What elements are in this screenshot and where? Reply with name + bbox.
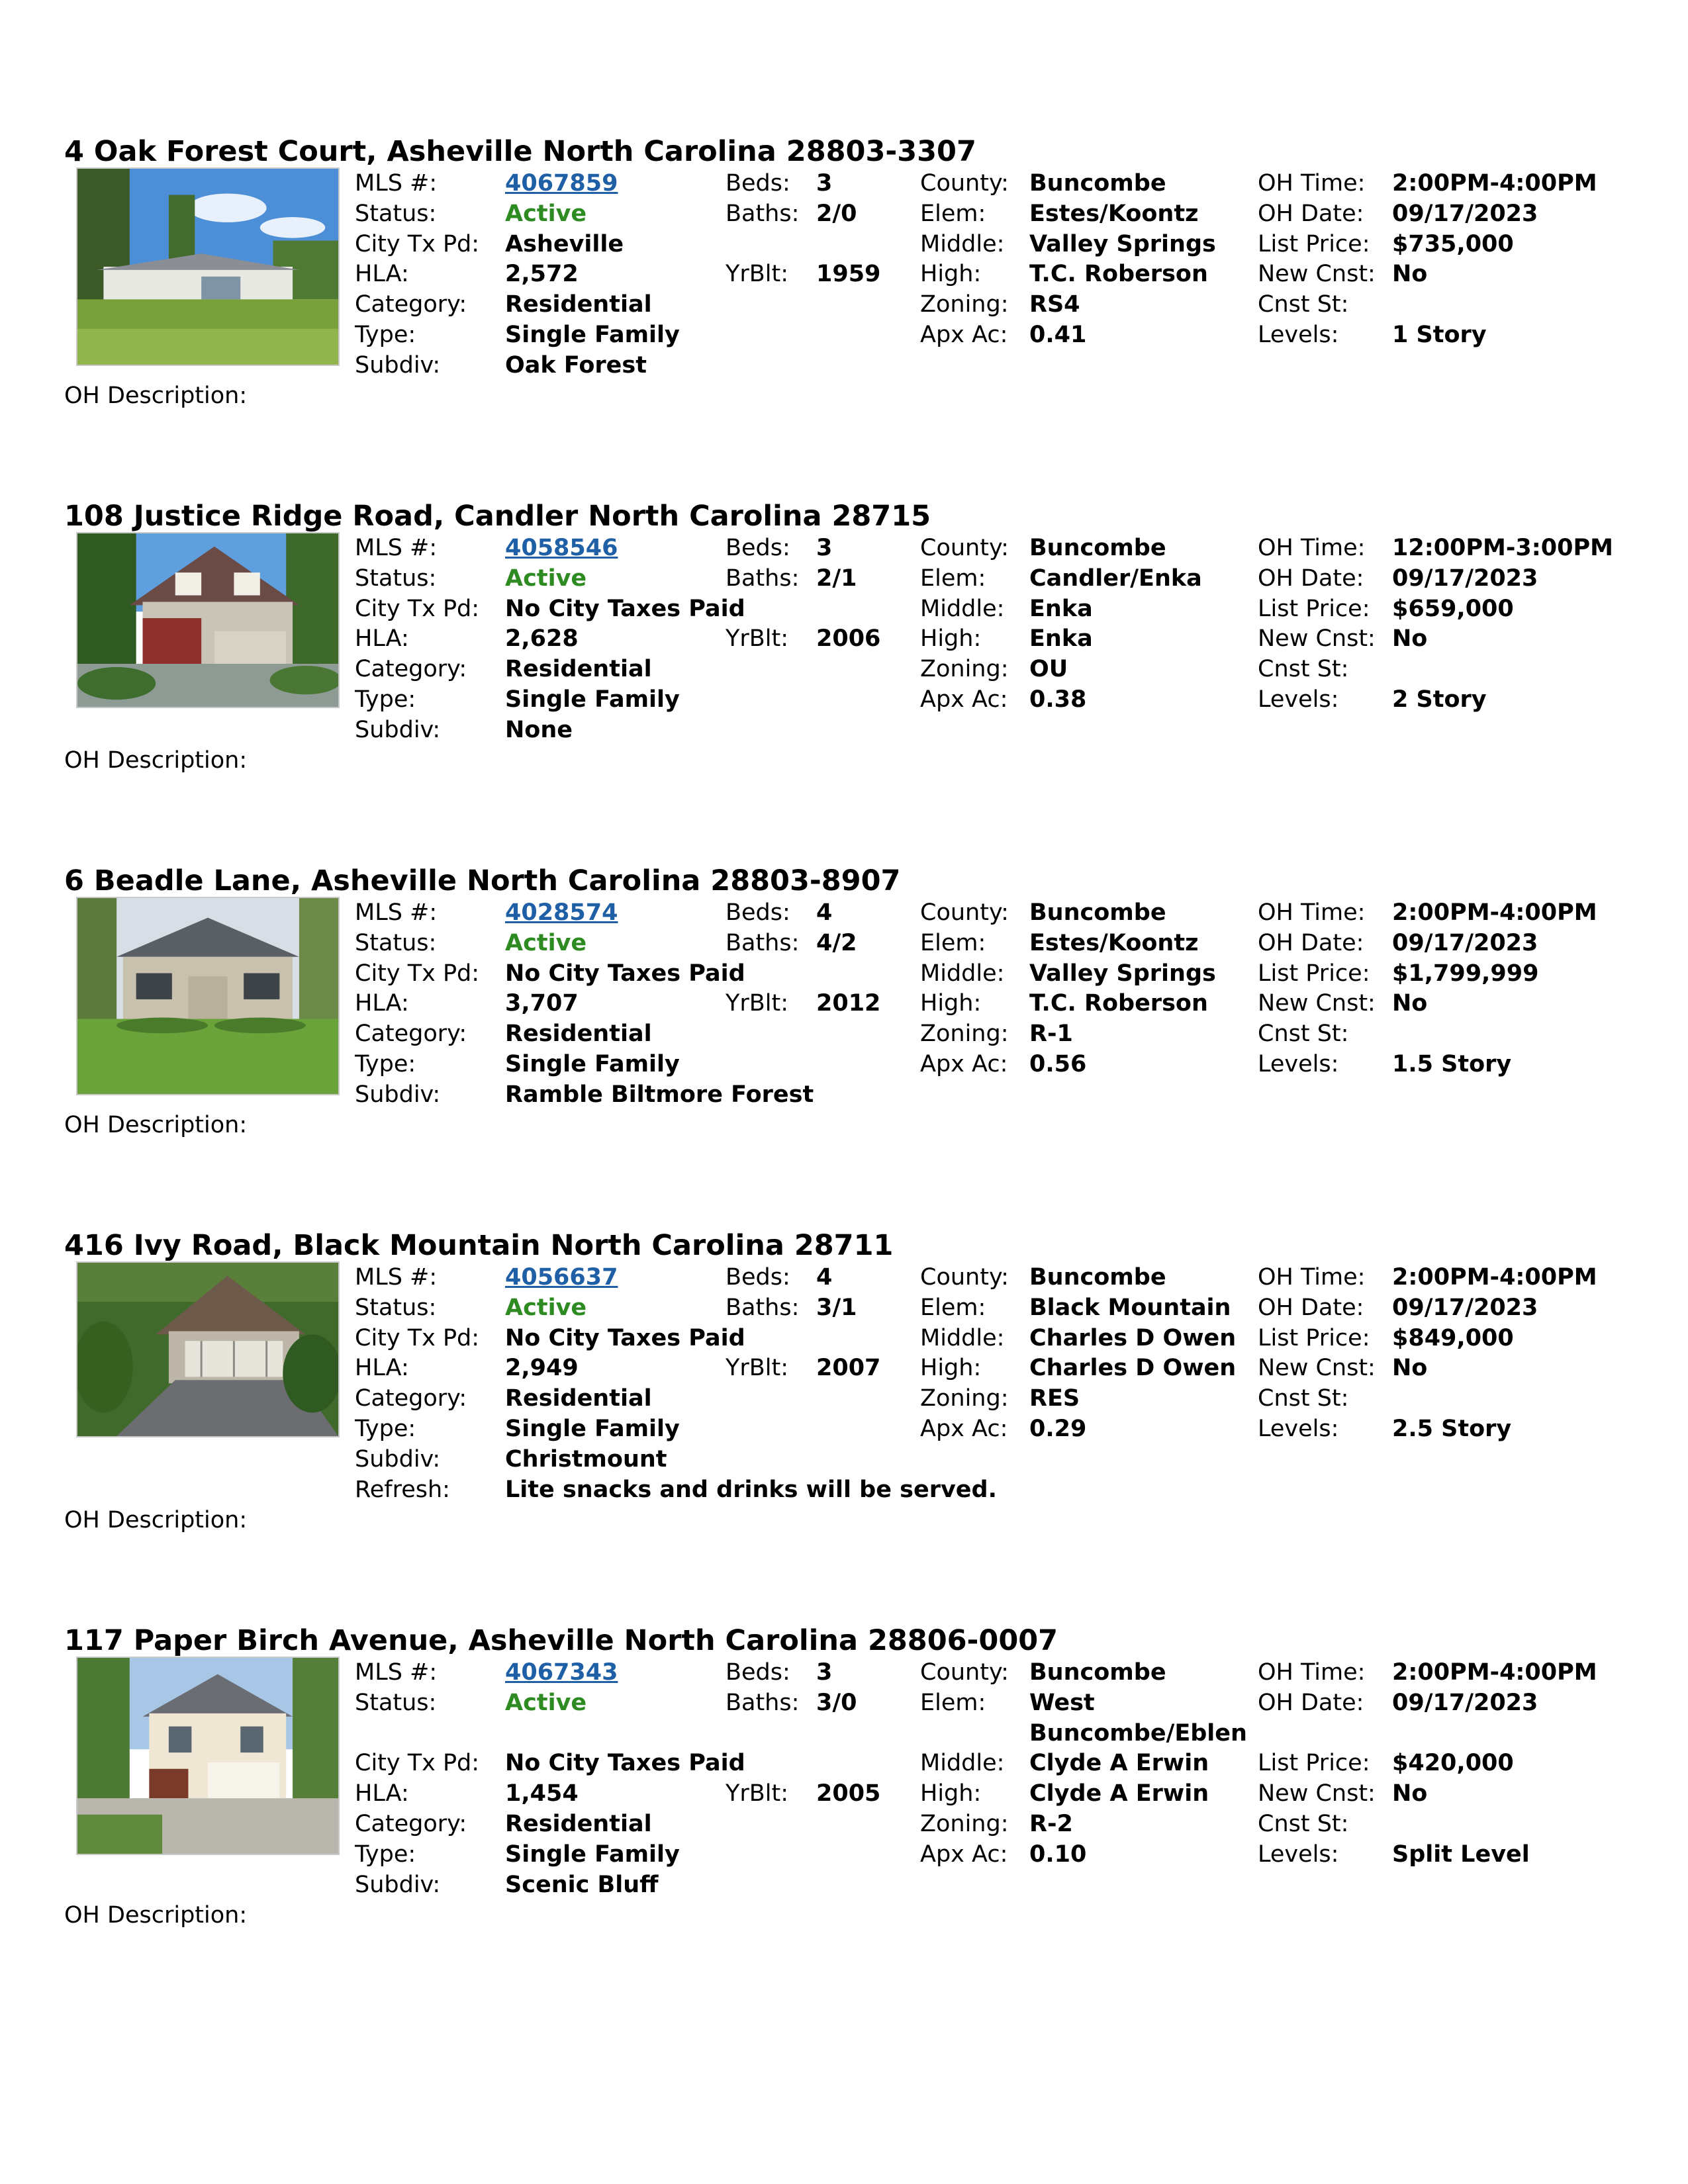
oh-date-value: 09/17/2023	[1392, 930, 1538, 956]
list-price-value: $849,000	[1392, 1325, 1514, 1351]
oh-description-label: OH Description:	[64, 1507, 248, 1533]
high-label: High:	[920, 261, 982, 287]
subdiv-value: Scenic Bluff	[505, 1872, 659, 1898]
list-price-label: List Price:	[1258, 231, 1370, 257]
oh-date-label: OH Date:	[1258, 201, 1364, 227]
subdiv-label: Subdiv:	[355, 1872, 441, 1898]
beds-value: 3	[816, 170, 833, 197]
category-label: Category:	[355, 656, 467, 682]
middle-value: Clyde A Erwin	[1029, 1750, 1209, 1776]
elem-value: Black Mountain	[1029, 1295, 1231, 1321]
type-value: Single Family	[505, 1051, 680, 1077]
county-value: Buncombe	[1029, 170, 1166, 197]
middle-label: Middle:	[920, 960, 1005, 987]
mls-link[interactable]: 4067343	[505, 1659, 618, 1686]
middle-label: Middle:	[920, 596, 1005, 622]
mls-label: MLS #:	[355, 535, 438, 561]
county-label: County:	[920, 1659, 1009, 1686]
subdiv-label: Subdiv:	[355, 352, 441, 379]
beds-label: Beds:	[726, 170, 790, 197]
status-label: Status:	[355, 201, 437, 227]
oh-time-value: 2:00PM-4:00PM	[1392, 1659, 1597, 1686]
type-value: Single Family	[505, 1416, 680, 1442]
baths-label: Baths:	[726, 1690, 800, 1716]
listing-address: 108 Justice Ridge Road, Candler North Carolina 28715	[64, 500, 931, 533]
county-label: County:	[920, 1264, 1009, 1291]
baths-label: Baths:	[726, 565, 800, 592]
oh-description-label: OH Description:	[64, 747, 248, 774]
refresh-value: Lite snacks and drinks will be served.	[505, 1477, 997, 1503]
levels-value: 2.5 Story	[1392, 1416, 1512, 1442]
oh-date-label: OH Date:	[1258, 1690, 1364, 1716]
yrblt-label: YrBlt:	[726, 261, 789, 287]
yrblt-value: 2007	[816, 1355, 881, 1381]
levels-label: Levels:	[1258, 1416, 1339, 1442]
county-label: County:	[920, 535, 1009, 561]
hla-label: HLA:	[355, 990, 409, 1017]
yrblt-label: YrBlt:	[726, 990, 789, 1017]
yrblt-value: 2005	[816, 1780, 881, 1807]
cnst-st-label: Cnst St:	[1258, 1811, 1349, 1837]
city-tx-value: No City Taxes Paid	[505, 596, 745, 622]
middle-label: Middle:	[920, 231, 1005, 257]
apx-ac-value: 0.56	[1029, 1051, 1087, 1077]
type-value: Single Family	[505, 686, 680, 713]
oh-time-value: 2:00PM-4:00PM	[1392, 899, 1597, 926]
oh-time-value: 2:00PM-4:00PM	[1392, 1264, 1597, 1291]
baths-value: 4/2	[816, 930, 857, 956]
status-value: Active	[505, 1690, 587, 1716]
new-cnst-label: New Cnst:	[1258, 625, 1376, 652]
cnst-st-label: Cnst St:	[1258, 656, 1349, 682]
county-value: Buncombe	[1029, 535, 1166, 561]
elem-value-line2: Buncombe/Eblen	[1029, 1720, 1247, 1747]
subdiv-label: Subdiv:	[355, 1081, 441, 1108]
new-cnst-label: New Cnst:	[1258, 990, 1376, 1017]
type-value: Single Family	[505, 1841, 680, 1868]
beds-value: 3	[816, 535, 833, 561]
levels-label: Levels:	[1258, 1841, 1339, 1868]
high-value: T.C. Roberson	[1029, 990, 1208, 1017]
new-cnst-value: No	[1392, 1780, 1428, 1807]
levels-value: 2 Story	[1392, 686, 1487, 713]
status-value: Active	[505, 1295, 587, 1321]
zoning-value: RS4	[1029, 291, 1080, 318]
yrblt-value: 2006	[816, 625, 881, 652]
list-price-value: $420,000	[1392, 1750, 1514, 1776]
hla-label: HLA:	[355, 1780, 409, 1807]
yrblt-label: YrBlt:	[726, 1780, 789, 1807]
city-tx-label: City Tx Pd:	[355, 1325, 480, 1351]
category-label: Category:	[355, 1021, 467, 1047]
mls-link[interactable]: 4056637	[505, 1264, 618, 1291]
city-tx-value: Asheville	[505, 231, 624, 257]
mls-label: MLS #:	[355, 1264, 438, 1291]
beds-value: 4	[816, 1264, 833, 1291]
listing-photo[interactable]	[76, 167, 340, 366]
oh-date-value: 09/17/2023	[1392, 1690, 1538, 1716]
zoning-value: RES	[1029, 1385, 1080, 1412]
beds-label: Beds:	[726, 899, 790, 926]
yrblt-value: 2012	[816, 990, 881, 1017]
elem-value: West	[1029, 1690, 1095, 1716]
levels-value: Split Level	[1392, 1841, 1530, 1868]
mls-label: MLS #:	[355, 170, 438, 197]
zoning-label: Zoning:	[920, 656, 1009, 682]
high-value: Charles D Owen	[1029, 1355, 1237, 1381]
oh-description-label: OH Description:	[64, 383, 248, 409]
list-price-value: $735,000	[1392, 231, 1514, 257]
elem-label: Elem:	[920, 565, 986, 592]
county-value: Buncombe	[1029, 1264, 1166, 1291]
county-value: Buncombe	[1029, 1659, 1166, 1686]
apx-ac-label: Apx Ac:	[920, 1841, 1008, 1868]
beds-label: Beds:	[726, 535, 790, 561]
elem-value: Estes/Koontz	[1029, 930, 1199, 956]
mls-label: MLS #:	[355, 899, 438, 926]
oh-date-label: OH Date:	[1258, 1295, 1364, 1321]
zoning-value: OU	[1029, 656, 1068, 682]
beds-value: 4	[816, 899, 833, 926]
high-label: High:	[920, 625, 982, 652]
city-tx-value: No City Taxes Paid	[505, 960, 745, 987]
hla-value: 2,628	[505, 625, 579, 652]
apx-ac-value: 0.29	[1029, 1416, 1087, 1442]
baths-value: 3/1	[816, 1295, 857, 1321]
middle-value: Valley Springs	[1029, 960, 1216, 987]
category-value: Residential	[505, 1811, 652, 1837]
mls-link[interactable]: 4028574	[505, 899, 618, 926]
levels-label: Levels:	[1258, 1051, 1339, 1077]
baths-value: 2/1	[816, 565, 857, 592]
city-tx-value: No City Taxes Paid	[505, 1325, 745, 1351]
high-value: Enka	[1029, 625, 1093, 652]
yrblt-label: YrBlt:	[726, 625, 789, 652]
subdiv-value: Oak Forest	[505, 352, 647, 379]
status-value: Active	[505, 565, 587, 592]
beds-value: 3	[816, 1659, 833, 1686]
listing-photo[interactable]	[76, 532, 340, 708]
elem-label: Elem:	[920, 1690, 986, 1716]
category-value: Residential	[505, 656, 652, 682]
hla-value: 1,454	[505, 1780, 579, 1807]
apx-ac-label: Apx Ac:	[920, 686, 1008, 713]
hla-label: HLA:	[355, 261, 409, 287]
high-value: T.C. Roberson	[1029, 261, 1208, 287]
county-label: County:	[920, 899, 1009, 926]
oh-date-label: OH Date:	[1258, 930, 1364, 956]
yrblt-value: 1959	[816, 261, 881, 287]
new-cnst-value: No	[1392, 1355, 1428, 1381]
refresh-label: Refresh:	[355, 1477, 450, 1503]
apx-ac-value: 0.10	[1029, 1841, 1087, 1868]
category-label: Category:	[355, 1385, 467, 1412]
high-value: Clyde A Erwin	[1029, 1780, 1209, 1807]
new-cnst-label: New Cnst:	[1258, 261, 1376, 287]
category-label: Category:	[355, 291, 467, 318]
baths-label: Baths:	[726, 1295, 800, 1321]
status-label: Status:	[355, 565, 437, 592]
elem-label: Elem:	[920, 1295, 986, 1321]
city-tx-label: City Tx Pd:	[355, 1750, 480, 1776]
yrblt-label: YrBlt:	[726, 1355, 789, 1381]
new-cnst-value: No	[1392, 990, 1428, 1017]
city-tx-label: City Tx Pd:	[355, 596, 480, 622]
listing-address: 416 Ivy Road, Black Mountain North Carolina 28711	[64, 1229, 894, 1262]
oh-time-label: OH Time:	[1258, 1659, 1366, 1686]
high-label: High:	[920, 990, 982, 1017]
high-label: High:	[920, 1780, 982, 1807]
oh-time-label: OH Time:	[1258, 535, 1366, 561]
city-tx-label: City Tx Pd:	[355, 960, 480, 987]
oh-date-value: 09/17/2023	[1392, 1295, 1538, 1321]
elem-label: Elem:	[920, 201, 986, 227]
levels-value: 1.5 Story	[1392, 1051, 1512, 1077]
elem-label: Elem:	[920, 930, 986, 956]
new-cnst-label: New Cnst:	[1258, 1780, 1376, 1807]
middle-value: Valley Springs	[1029, 231, 1216, 257]
type-label: Type:	[355, 686, 416, 713]
category-value: Residential	[505, 291, 652, 318]
levels-value: 1 Story	[1392, 322, 1487, 348]
mls-label: MLS #:	[355, 1659, 438, 1686]
status-label: Status:	[355, 930, 437, 956]
baths-label: Baths:	[726, 201, 800, 227]
cnst-st-label: Cnst St:	[1258, 1385, 1349, 1412]
list-price-value: $659,000	[1392, 596, 1514, 622]
new-cnst-value: No	[1392, 625, 1428, 652]
subdiv-value: None	[505, 717, 573, 743]
mls-link[interactable]: 4067859	[505, 170, 618, 197]
city-tx-value: No City Taxes Paid	[505, 1750, 745, 1776]
cnst-st-label: Cnst St:	[1258, 291, 1349, 318]
type-value: Single Family	[505, 322, 680, 348]
county-value: Buncombe	[1029, 899, 1166, 926]
status-label: Status:	[355, 1690, 437, 1716]
listing-address: 4 Oak Forest Court, Asheville North Carolina 28803-3307	[64, 135, 976, 168]
type-label: Type:	[355, 1416, 416, 1442]
subdiv-label: Subdiv:	[355, 717, 441, 743]
category-label: Category:	[355, 1811, 467, 1837]
list-price-label: List Price:	[1258, 1325, 1370, 1351]
status-value: Active	[505, 930, 587, 956]
list-price-label: List Price:	[1258, 596, 1370, 622]
beds-label: Beds:	[726, 1264, 790, 1291]
subdiv-value: Ramble Biltmore Forest	[505, 1081, 814, 1108]
mls-link[interactable]: 4058546	[505, 535, 618, 561]
oh-date-value: 09/17/2023	[1392, 565, 1538, 592]
levels-label: Levels:	[1258, 322, 1339, 348]
apx-ac-value: 0.38	[1029, 686, 1087, 713]
baths-value: 2/0	[816, 201, 857, 227]
hla-label: HLA:	[355, 1355, 409, 1381]
elem-value: Candler/Enka	[1029, 565, 1202, 592]
hla-label: HLA:	[355, 625, 409, 652]
oh-description-label: OH Description:	[64, 1112, 248, 1138]
new-cnst-value: No	[1392, 261, 1428, 287]
oh-time-value: 12:00PM-3:00PM	[1392, 535, 1613, 561]
apx-ac-value: 0.41	[1029, 322, 1087, 348]
levels-label: Levels:	[1258, 686, 1339, 713]
oh-time-label: OH Time:	[1258, 899, 1366, 926]
category-value: Residential	[505, 1385, 652, 1412]
beds-label: Beds:	[726, 1659, 790, 1686]
subdiv-value: Christmount	[505, 1446, 667, 1473]
type-label: Type:	[355, 1841, 416, 1868]
middle-value: Enka	[1029, 596, 1093, 622]
hla-value: 2,572	[505, 261, 579, 287]
zoning-label: Zoning:	[920, 291, 1009, 318]
subdiv-label: Subdiv:	[355, 1446, 441, 1473]
middle-label: Middle:	[920, 1750, 1005, 1776]
zoning-label: Zoning:	[920, 1811, 1009, 1837]
type-label: Type:	[355, 322, 416, 348]
oh-description-label: OH Description:	[64, 1902, 248, 1929]
hla-value: 2,949	[505, 1355, 579, 1381]
oh-time-label: OH Time:	[1258, 1264, 1366, 1291]
listing-photo[interactable]	[76, 1657, 340, 1855]
list-price-label: List Price:	[1258, 1750, 1370, 1776]
oh-time-value: 2:00PM-4:00PM	[1392, 170, 1597, 197]
zoning-label: Zoning:	[920, 1385, 1009, 1412]
zoning-value: R-1	[1029, 1021, 1073, 1047]
listing-photo[interactable]	[76, 897, 340, 1095]
middle-value: Charles D Owen	[1029, 1325, 1237, 1351]
city-tx-label: City Tx Pd:	[355, 231, 480, 257]
category-value: Residential	[505, 1021, 652, 1047]
county-label: County:	[920, 170, 1009, 197]
listing-address: 6 Beadle Lane, Asheville North Carolina 28803-8907	[64, 864, 901, 897]
apx-ac-label: Apx Ac:	[920, 1051, 1008, 1077]
new-cnst-label: New Cnst:	[1258, 1355, 1376, 1381]
apx-ac-label: Apx Ac:	[920, 322, 1008, 348]
high-label: High:	[920, 1355, 982, 1381]
zoning-label: Zoning:	[920, 1021, 1009, 1047]
hla-value: 3,707	[505, 990, 579, 1017]
status-label: Status:	[355, 1295, 437, 1321]
middle-label: Middle:	[920, 1325, 1005, 1351]
listing-address: 117 Paper Birch Avenue, Asheville North Carolina 28806-0007	[64, 1624, 1058, 1657]
list-price-label: List Price:	[1258, 960, 1370, 987]
zoning-value: R-2	[1029, 1811, 1073, 1837]
baths-label: Baths:	[726, 930, 800, 956]
oh-date-label: OH Date:	[1258, 565, 1364, 592]
status-value: Active	[505, 201, 587, 227]
apx-ac-label: Apx Ac:	[920, 1416, 1008, 1442]
baths-value: 3/0	[816, 1690, 857, 1716]
list-price-value: $1,799,999	[1392, 960, 1539, 987]
listing-photo[interactable]	[76, 1261, 340, 1437]
oh-date-value: 09/17/2023	[1392, 201, 1538, 227]
oh-time-label: OH Time:	[1258, 170, 1366, 197]
elem-value: Estes/Koontz	[1029, 201, 1199, 227]
cnst-st-label: Cnst St:	[1258, 1021, 1349, 1047]
type-label: Type:	[355, 1051, 416, 1077]
